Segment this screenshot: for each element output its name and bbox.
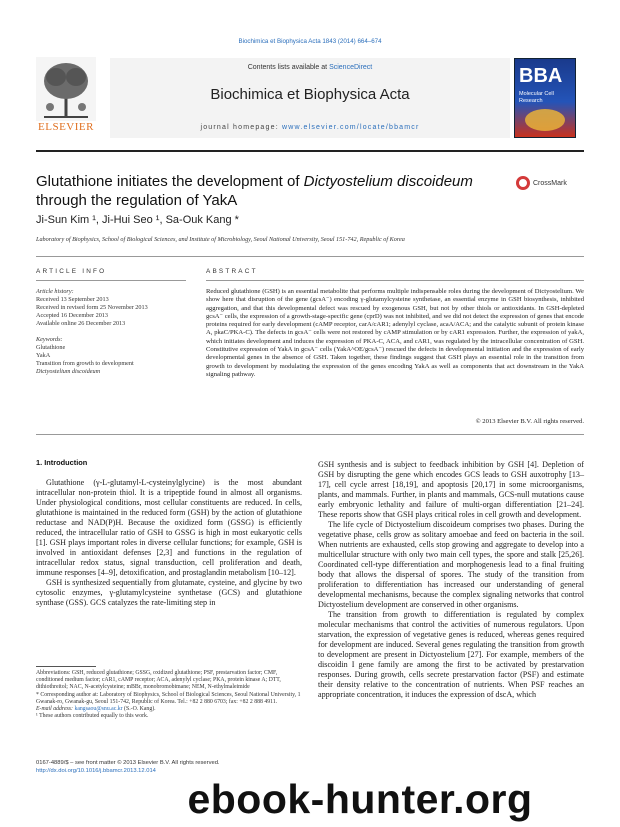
keyword: Transition from growth to development — [36, 360, 134, 367]
body-paragraph: GSH is synthesized sequentially from glutamate, cysteine, and glycine by two cytosolic enzymes, γ-glutamylcysteine synthetase (GCS) and glutathione synthase (GSS). GCS catalyzes the rate-limiting step in — [36, 578, 302, 607]
article-info-rule — [36, 280, 186, 281]
history-label: Article history: — [36, 288, 74, 295]
contents-line — [110, 64, 510, 71]
affiliation: Laboratory of Biophysics, School of Biological Sciences, and Institute of Microbiology, Seoul National University, Seoul 151-742, Republic of Korea — [36, 236, 405, 243]
keyword: Dictyostelium discoideum — [36, 368, 101, 375]
crossmark-icon — [516, 176, 530, 190]
cover-subtitle: Molecular Cell Research — [519, 91, 554, 104]
footnote-equal: ¹ These authors contributed equally to this work. — [36, 713, 149, 720]
footnotes — [36, 670, 302, 720]
abstract-rule — [206, 280, 584, 281]
body-left-column — [36, 478, 302, 608]
cover-title: BBA — [519, 65, 563, 87]
journal-cover — [514, 58, 576, 138]
watermark: ebook-hunter.org — [187, 776, 533, 822]
issn-line: 0167-4889/$ – see front matter © 2013 Elsevier B.V. All rights reserved. — [36, 760, 220, 766]
footnote-corresponding: * Corresponding author at: Laboratory of Biophysics, School of Biological Sciences, Seoul National University, 1 Gwanak-ro, Gwanak-gu, Seoul 151-742, Republic of Korea. Tel.: +82 2 880 6703; fax: +82 2 888 4911. — [36, 691, 301, 705]
meta-divider — [36, 256, 584, 257]
body-paragraph: The life cycle of Dictyostelium discoideum comprises two phases. During the vegetative phase, cells grow as solitary amoebae and feed on bacteria in the soil. When nutrients are exhausted, cells stop growing and aggregate to develop into a multicellular structure with only two main cell types, the spore and stalk [25,26]. Coordinated cell-type differentiation and morphogenesis lead to a final fruiting body that allows the dispersal of spores. The study of the transition from proliferation to differentiation has increased our understanding of general developmental mechanisms, because the complex signaling networks that control Dictyostelium development are conserved in other organisms. — [318, 520, 584, 609]
crossmark-button[interactable] — [516, 176, 567, 190]
homepage-link[interactable]: www.elsevier.com/locate/bbamcr — [281, 124, 420, 131]
journal-citation[interactable]: Biochimica et Biophysica Acta 1843 (2014) 664–674 — [238, 38, 382, 45]
elsevier-logo — [36, 57, 96, 133]
history-item: Available online 26 December 2013 — [36, 320, 126, 327]
journal-homepage — [110, 124, 510, 131]
journal-title: Biochimica et Biophysica Acta — [210, 86, 410, 103]
article-title — [36, 172, 496, 210]
abstract-heading: ABSTRACT — [206, 268, 258, 275]
body-right-column — [318, 460, 584, 700]
article-info-heading: ARTICLE INFO — [36, 268, 107, 275]
keyword: Glutathione — [36, 344, 66, 351]
email-link[interactable]: kangsaou@snu.ac.kr — [74, 706, 123, 713]
history-item: Received 13 September 2013 — [36, 296, 109, 303]
article-info — [36, 288, 186, 376]
bottom-info — [36, 760, 336, 775]
keyword: YakA — [36, 352, 51, 359]
keywords-label: Keywords: — [36, 336, 63, 343]
homepage-prefix: journal homepage: — [200, 124, 282, 131]
crossmark-label: CrossMark — [533, 179, 567, 187]
body-paragraph: GSH synthesis and is subject to feedback inhibition by GSH [4]. Depletion of GSH by disrupting the gene which encodes GCS leads to GSH auxotrophy [13–17], cell cycle arrest [18,19], and apoptosis [20,17] in some microorganisms, plants, and mammals. Further, in plants and mammals, GCS-null mutations cause early embryonic lethality and failure of multi-organ differentiation [21–24]. These reports show that GSH plays critical roles in cell growth and development. — [318, 460, 584, 519]
sciencedirect-link[interactable]: ScienceDirect — [329, 64, 373, 71]
author-list: Ji-Sun Kim ¹, Ji-Hui Seo ¹, Sa-Ouk Kang * — [36, 214, 239, 226]
footnote-rule — [36, 666, 96, 667]
body-paragraph: The transition from growth to differentiation is regulated by complex molecular mechanisms that control the activities of numerous regulators. Upon starvation, the expression of vegetative genes is reduced, whereas genes required for development are induced. Several genes regulating the transition from growth to development are present in Dictyostelium [27]. For example, members of the discoidin I gene family are among the first to be activated by prestarvation responses. During growth, cells secrete prestarvation factor (PSF) and estimate their density relative to the concentration of nutrients. When PSF reaches an appropriate concentration, it induces the expression of dscA, which — [318, 610, 584, 699]
abstract-copyright: © 2013 Elsevier B.V. All rights reserved. — [475, 418, 584, 425]
header-divider — [36, 150, 584, 152]
history-item: Accepted 16 December 2013 — [36, 312, 108, 319]
cover-illustration — [525, 109, 565, 131]
footnote-email — [36, 706, 302, 713]
title-part2: through the regulation of YakA — [36, 192, 238, 209]
elsevier-wordmark: ELSEVIER — [38, 121, 94, 133]
email-label: E-mail address: — [36, 706, 73, 713]
footnote-abbreviations: Abbreviations: GSH, reduced glutathione; GSSG, oxidized glutathione; PSF, prestarvation factor; CMF, conditioned medium factor; cAR1, cAMP receptor; ACA, adenylyl cyclase; PKA, protein kinase A; DTT, dithiothreitol; NAC, N-acetylcysteine; mBBr, monobromobimane; NEM, N-ethylmaleimide — [36, 670, 281, 691]
abstract-text: Reduced glutathione (GSH) is an essential metabolite that performs multiple indispensable roles during the development of Dictyostelium. We show here that disruption of the gene (gcsA⁻) encoding γ-glutamylcysteine synthetase, an essential enzyme in GSH biosynthesis, inhibited aggregation, and that this developmental defect was rescued by exogenous GSH, but not by other thiols or antioxidants. In GSH-depleted gcsA⁻ cells, the expression of a growth-stage-specific gene (cprD) was not inhibited, and we did not detect the expression of genes that encode proteins required for early development (cAMP receptor, carA/cAR1; adenylyl cyclase, acaA/ACA; and the catalytic subunit of protein kinase A, pkaC/PKA-C). The defects in gcsA⁻ cells were not restored by cAMP stimulation or by cAR1 expression. Further, the expression of yakA, which initiates development and induces the expression of PKA-C, ACA, and cAR1, was regulated by the intracellular concentration of GSH. Constitutive expression of YakA in gcsA⁻ cells (YakA^OE/gcsA⁻) rescued the defects in developmental initiation and the expression of early developmental genes in the absence of GSH. Taken together, these findings suggest that GSH plays an essential role in the transition from growth to development by modulating the expression of the genes encoding YakA as well as components that act downstream in the YakA signaling pathway. — [206, 288, 584, 378]
body-paragraph: Glutathione (γ-L-glutamyl-L-cysteinylglycine) is the most abundant intracellular non-protein thiol. It is a tripeptide found in almost all organisms. Under physiological conditions, most cellular constituents are reduced. In cells, glutathione is maintained in the reduced form (GSH) by the action of glutathione reductase and NAD(P)H. Because the oxidized form (GSSG) is efficiently reduced, the intracellular ratio of GSH to GSSG is high in most eukaryotic cells [1]. GSH plays important roles in diverse cellular functions; for example, GSH is involved in antioxidant defenses [2,3] and functions in the regulation of intracellular redox status, signal transduction, cell proliferation and death, immune responses [4–9], detoxification, and prostaglandin metabolism [10–12]. — [36, 478, 302, 577]
intro-heading: 1. Introduction — [36, 458, 88, 467]
history-item: Received in revised form 25 November 2013 — [36, 304, 148, 311]
contents-prefix: Contents lists available at — [247, 64, 330, 71]
email-suffix: (S.-O. Kang). — [122, 706, 156, 713]
title-part1: Glutathione initiates the development of — [36, 173, 304, 190]
doi-link[interactable]: http://dx.doi.org/10.1016/j.bbamcr.2013.12.014 — [36, 767, 156, 774]
title-italic: Dictyostelium discoideum — [303, 173, 473, 190]
abstract-bottom-rule — [36, 434, 584, 435]
elsevier-tree-icon — [36, 57, 96, 121]
